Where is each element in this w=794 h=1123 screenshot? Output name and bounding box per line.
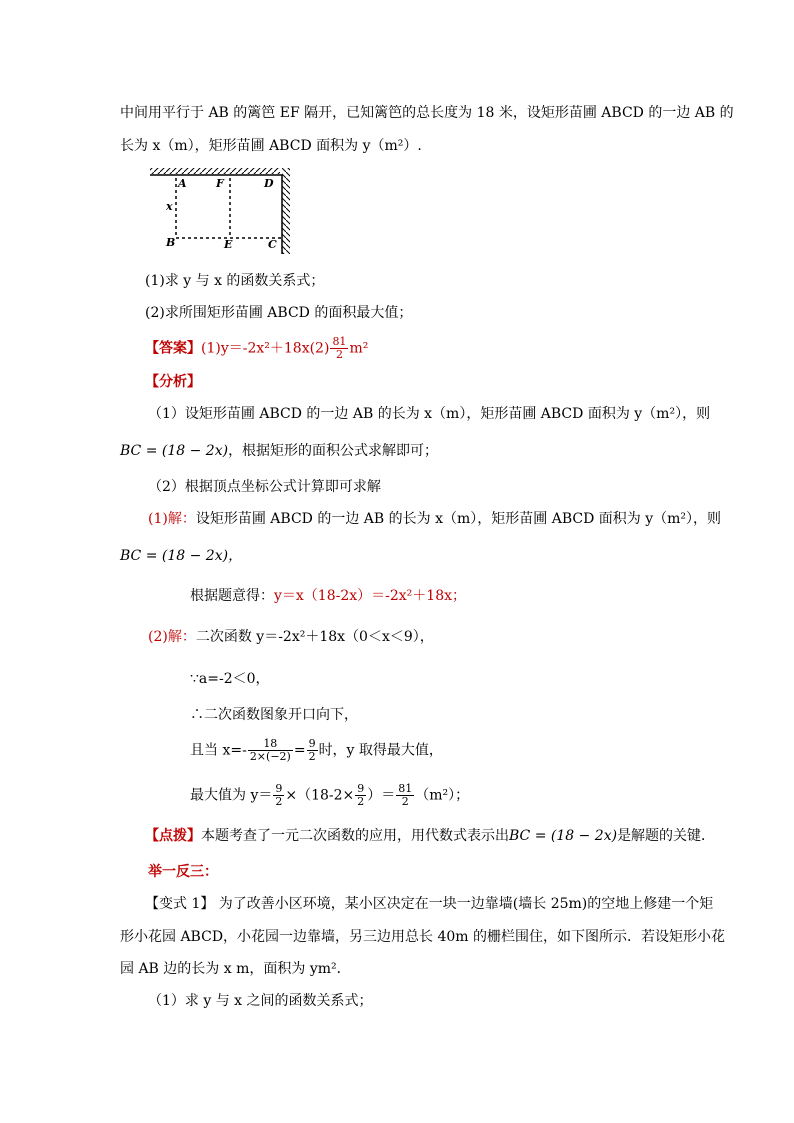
solution-6-den: 2 [275, 795, 283, 808]
solution-6-pre: 最大值为 y＝ [190, 787, 273, 804]
solution-5-eq: = [293, 742, 306, 759]
solution-6-mid2: ）＝ [367, 787, 396, 804]
label-e: E [224, 238, 233, 251]
solution-1b: BC = (18 − 2x)， [120, 548, 243, 564]
answer-line [145, 336, 368, 361]
solution-5-frac2 [307, 738, 318, 763]
solution-6-den2: 2 [357, 795, 365, 808]
comment-text: 本题考查了一元二次函数的应用，用代数式表示出 [201, 828, 509, 844]
solution-4: ∴二次函数图象开口向下， [190, 707, 358, 723]
label-d: D [264, 177, 274, 190]
variant-line-1: 【变式 1】 为了改善小区环境，某小区决定在一块一边靠墙(墙长 25m)的空地上修建一个矩 [145, 896, 714, 912]
solution-5-num: 18 [248, 738, 293, 751]
label-a: A [178, 177, 187, 190]
analysis-label: 【分析】 [145, 374, 201, 390]
solution-5-frac [248, 738, 293, 763]
solution-1c-formula: y＝x（18-2x）＝-2x²＋18x； [274, 588, 467, 604]
problem-line-1: 中间用平行于 AB 的篱笆 EF 隔开，已知篱笆的总长度为 18 米，设矩形苗圃 ABCD 的一边 AB 的 [120, 105, 734, 121]
solution-2 [148, 627, 434, 647]
solution-2-text: 二次函数 y＝-2x²＋18x（0＜x＜9）， [195, 629, 434, 645]
solution-1-text: 设矩形苗圃 ABCD 的一边 AB 的长为 x（m），矩形苗圃 ABCD 面积为 y（m²），则 [195, 511, 721, 527]
fence-figure [148, 166, 294, 258]
analysis-p2: （2）根据顶点坐标公式计算即可求解 [148, 479, 381, 495]
answer-text: (1)y＝-2x²＋18x(2) [201, 340, 330, 357]
analysis-p1: （1）设矩形苗圃 ABCD 的一边 AB 的长为 x（m），矩形苗圃 ABCD 面积为 y（m²），则 [148, 406, 711, 422]
analysis-p1b [120, 441, 438, 461]
solution-6-frac1 [273, 783, 284, 808]
variant-question-1: （1）求 y 与 x 之间的函数关系式； [148, 993, 373, 1009]
answer-fraction [330, 336, 348, 361]
solution-6-post: （m²）； [415, 787, 470, 804]
top-wall-hatch [150, 168, 280, 174]
solution-6-den3: 2 [401, 795, 409, 808]
variant-line-2: 形小花园 ABCD，小花园一边靠墙，另三边用总长 40m 的栅栏围住，如下图所示．若设矩形小花 [120, 929, 726, 945]
right-wall-hatch [282, 168, 290, 254]
solution-5-post: 时，y 取得最大值， [318, 742, 443, 759]
label-f: F [216, 177, 224, 190]
solution-6 [190, 783, 469, 808]
label-c: C [268, 238, 277, 251]
solution-6-frac3 [396, 783, 414, 808]
answer-unit: m² [349, 340, 369, 357]
answer-frac-den: 2 [335, 348, 343, 361]
solution-5-pre: 且当 x=- [190, 742, 247, 759]
solution-1-label: (1)解： [148, 511, 196, 527]
solution-6-num2: 9 [357, 782, 365, 795]
solution-6-mid: ×（18-2× [285, 787, 355, 804]
comment-formula: BC = (18 − 2x) [509, 828, 618, 844]
question-1: (1)求 y 与 x 的函数关系式； [145, 273, 325, 289]
label-b: B [166, 236, 176, 249]
comment-post: 是解题的关键． [617, 828, 716, 844]
solution-6-num3: 81 [398, 782, 413, 795]
solution-1c [190, 586, 466, 606]
variant-line-3: 园 AB 边的长为 x m，面积为 ym²． [120, 961, 351, 977]
solution-1 [148, 509, 721, 529]
solution-1c-pre: 根据题意得： [190, 588, 274, 604]
problem-line-2: 长为 x（m），矩形苗圃 ABCD 面积为 y（m²）. [120, 138, 422, 154]
solution-3: ∵a=-2＜0， [190, 671, 270, 687]
solution-5-den: 2×(−2) [249, 750, 291, 763]
comment-line [145, 826, 715, 846]
analysis-bc-formula: BC = (18 − 2x) [120, 443, 229, 459]
analysis-p1b-text: ，根据矩形的面积公式求解即可； [228, 443, 439, 459]
question-2: (2)求所围矩形苗圃 ABCD 的面积最大值； [145, 305, 413, 321]
label-x: x [166, 200, 173, 213]
solution-2-label: (2)解： [148, 629, 196, 645]
solution-5 [190, 738, 443, 763]
answer-frac-num: 81 [332, 335, 347, 348]
solution-6-frac2 [355, 783, 366, 808]
solution-6-num: 9 [275, 782, 283, 795]
section-title: 举一反三： [148, 864, 218, 880]
solution-5-den2: 2 [308, 750, 316, 763]
answer-label: 【答案】 [145, 340, 201, 357]
solution-5-num2: 9 [308, 737, 316, 750]
comment-label: 【点拨】 [145, 828, 201, 844]
